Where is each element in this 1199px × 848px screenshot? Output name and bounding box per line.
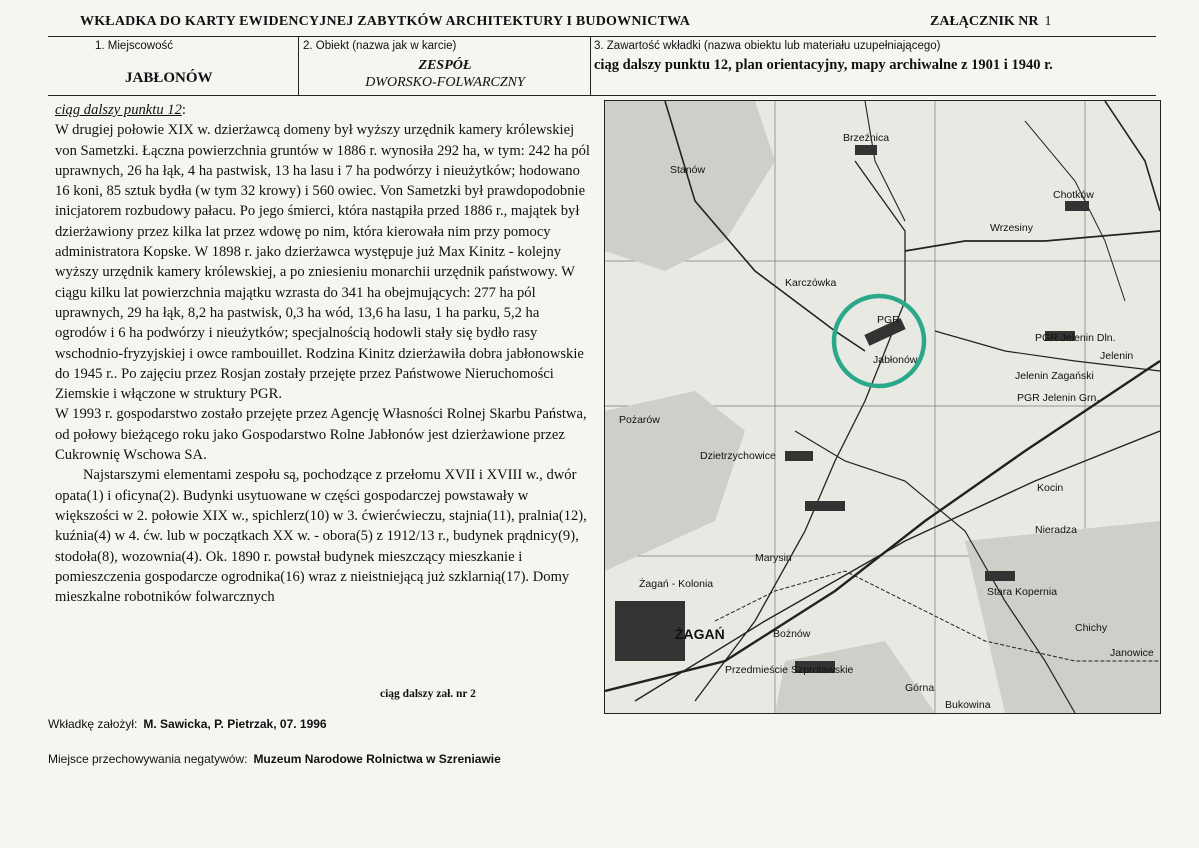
place-janowice: Janowice xyxy=(1110,647,1154,659)
content-label: 3. Zawartość wkładki (nazwa obiektu lub materiału uzupełniającego) xyxy=(594,40,941,52)
place-zagan: ŻAGAŃ xyxy=(675,626,725,642)
prepared-by xyxy=(48,717,327,731)
place-nieradza: Nieradza xyxy=(1035,524,1078,536)
column-divider-1 xyxy=(298,36,299,96)
place-wrzesiny: Wrzesiny xyxy=(990,222,1033,234)
paragraph-2: W 1993 r. gospodarstwo zostało przejęte przez Agencję Własności Rolnej Skarbu Państwa, od połowy bieżącego roku jako Gospodarstwo Rolne Jabłonów jest dzierżawione przez Cukrownię Wschowa SA. xyxy=(55,406,587,464)
object-value xyxy=(300,57,590,91)
annex-label-text: ZAŁĄCZNIK NR xyxy=(930,14,1039,29)
content-value: ciąg dalszy punktu 12, plan orientacyjny, mapy archiwalne z 1901 i 1940 r. xyxy=(594,57,1053,73)
place-stanow: Stanów xyxy=(670,164,706,176)
place-pozarow: Pożarów xyxy=(619,414,660,426)
column-divider-2 xyxy=(590,36,591,96)
place-bukowina: Bukowina xyxy=(945,699,991,711)
storage-label: Miejsce przechowywania negatywów: xyxy=(48,752,248,766)
place-dzietrzychowice: Dzietrzychowice xyxy=(700,450,776,462)
storage-value: Muzeum Narodowe Rolnictwa w Szreniawie xyxy=(253,752,501,766)
lead-heading: ciąg dalszy punktu 12 xyxy=(55,102,182,118)
place-boznow: Bożnów xyxy=(773,628,811,640)
place-jelenin-zaganski: Jelenin Zagański xyxy=(1015,370,1094,382)
annex-label xyxy=(930,14,1052,30)
lead-colon: : xyxy=(181,102,186,118)
locality-label: 1. Miejscowość xyxy=(95,40,173,52)
document-title: WKŁADKA DO KARTY EWIDENCYJNEJ ZABYTKÓW ARCHITEKTURY I BUDOWNICTWA xyxy=(80,14,691,29)
place-zagan-kolonia: Żagań - Kolonia xyxy=(639,578,714,590)
negatives-storage xyxy=(48,752,501,766)
paragraph-3: Najstarszymi elementami zespołu są, pochodzące z przełomu XVII i XVIII w., dwór opata(1) i oficyna(2). Budynki usytuowane w części gospodarczej powstawały w większości w 2. połowie XIX w., spichlerz(10) w 3. ćwierćwieczu, stajnia(11), pralnia(12), kuźnia(4) w 4. ćw. lub w początkach XX w. - obora(5) z 1912/13 r., budynek prądnicy(9), stodoła(8), wozownia(4). Ok. 1890 r. powstał budynek mieszczący mieszkanie i pomieszczenia gospodarcze ogrodnika(16) wraz z nieistniejącą już szklarnią(17). Domy mieszkalne robotników folwarcznych xyxy=(55,467,587,606)
map-canvas xyxy=(605,101,1160,713)
orientation-map xyxy=(604,100,1161,714)
place-brzeznica: Brzeźnica xyxy=(843,132,890,144)
place-pgr: PGR xyxy=(877,314,900,326)
place-przedmiescie: Przedmieście Szprotawskie xyxy=(725,664,854,676)
annex-number: 1 xyxy=(1044,14,1052,29)
prepared-value: M. Sawicka, P. Pietrzak, 07. 1996 xyxy=(143,717,327,731)
object-value-line2: DWORSKO-FOLWARCZNY xyxy=(365,75,525,90)
place-pgr-jelenin-dln: PGR Jelenin Dln. xyxy=(1035,332,1116,344)
place-marysin: Marysin xyxy=(755,552,792,564)
prepared-label: Wkładkę założył: xyxy=(48,717,138,731)
place-stara-kopernia: Stara Kopernia xyxy=(987,586,1058,598)
place-gorna: Górna xyxy=(905,682,935,694)
body-lead xyxy=(55,100,590,120)
paragraph-1: W drugiej połowie XIX w. dzierżawcą domeny był wyższy urzędnik kamery królewskiej von Sametzki. Łączna powierzchnia gruntów w 1886 r. wynosiła 292 ha, w tym: 242 ha pól uprawnych, 26 ha łąk, 4 ha pastwisk, 13 ha lasu i 7 ha podwórzy i nieużytków; hodowano 16 koni, 85 sztuk bydła (w tym 32 krowy) i 560 owiec. Von Sametzki był prawdopodobnie inicjatorem rozbudowy pałacu. Po jego śmierci, która nastąpiła przed 1886 r., majątek był dzierżawiony przez kilka lat przez wdowę po nim, która kierowała nim przy pomocy administratora Kopske. W 1898 r. jako dzierżawca występuje już Max Kinitz - kolejny wyższy urzędnik kamery królewskiej, a po zniesieniu monarchii urzędnik państwowy. W ciągu kilku lat powierzchnia majątku wzrasta do 341 ha obejmujących: 277 ha pól uprawnych, 29 ha łąk, 8,2 ha pastwisk, 0,3 ha wód, 13,6 ha lasu, 1 ha parku, 5,2 ha ogrodów i 6 ha podwórzy i nieużytków; specjalnością hodowli stały się bydło rasy wschodnio-fryzyjskiej i owce rambouillet. Rodzina Kinitz dzierżawiła dobra jabłonowskie do 1945 r.. Po zajęciu przez Rosjan zostały przejęte przez Państwowe Nieruchomości Ziemskie i włączone w struktury PGR. xyxy=(55,122,590,403)
place-karczowka: Karczówka xyxy=(785,277,837,289)
body-text xyxy=(55,100,590,607)
object-value-line1: ZESPÓŁ xyxy=(418,58,472,73)
object-label: 2. Obiekt (nazwa jak w karcie) xyxy=(303,40,457,52)
header-top-rule xyxy=(48,36,1156,37)
place-chichy: Chichy xyxy=(1075,622,1108,634)
continued-note: ciąg dalszy zał. nr 2 xyxy=(380,688,476,700)
locality-value: JABŁONÓW xyxy=(125,70,213,86)
place-kocin: Kocin xyxy=(1037,482,1064,494)
place-jelenin: Jelenin xyxy=(1100,350,1134,362)
header-bottom-rule xyxy=(48,95,1156,96)
place-pgr-jelenin-grn: PGR Jelenin Grn. xyxy=(1017,392,1100,404)
place-jablonow: Jabłonów xyxy=(873,354,918,366)
place-chotkow: Chotków xyxy=(1053,189,1094,201)
